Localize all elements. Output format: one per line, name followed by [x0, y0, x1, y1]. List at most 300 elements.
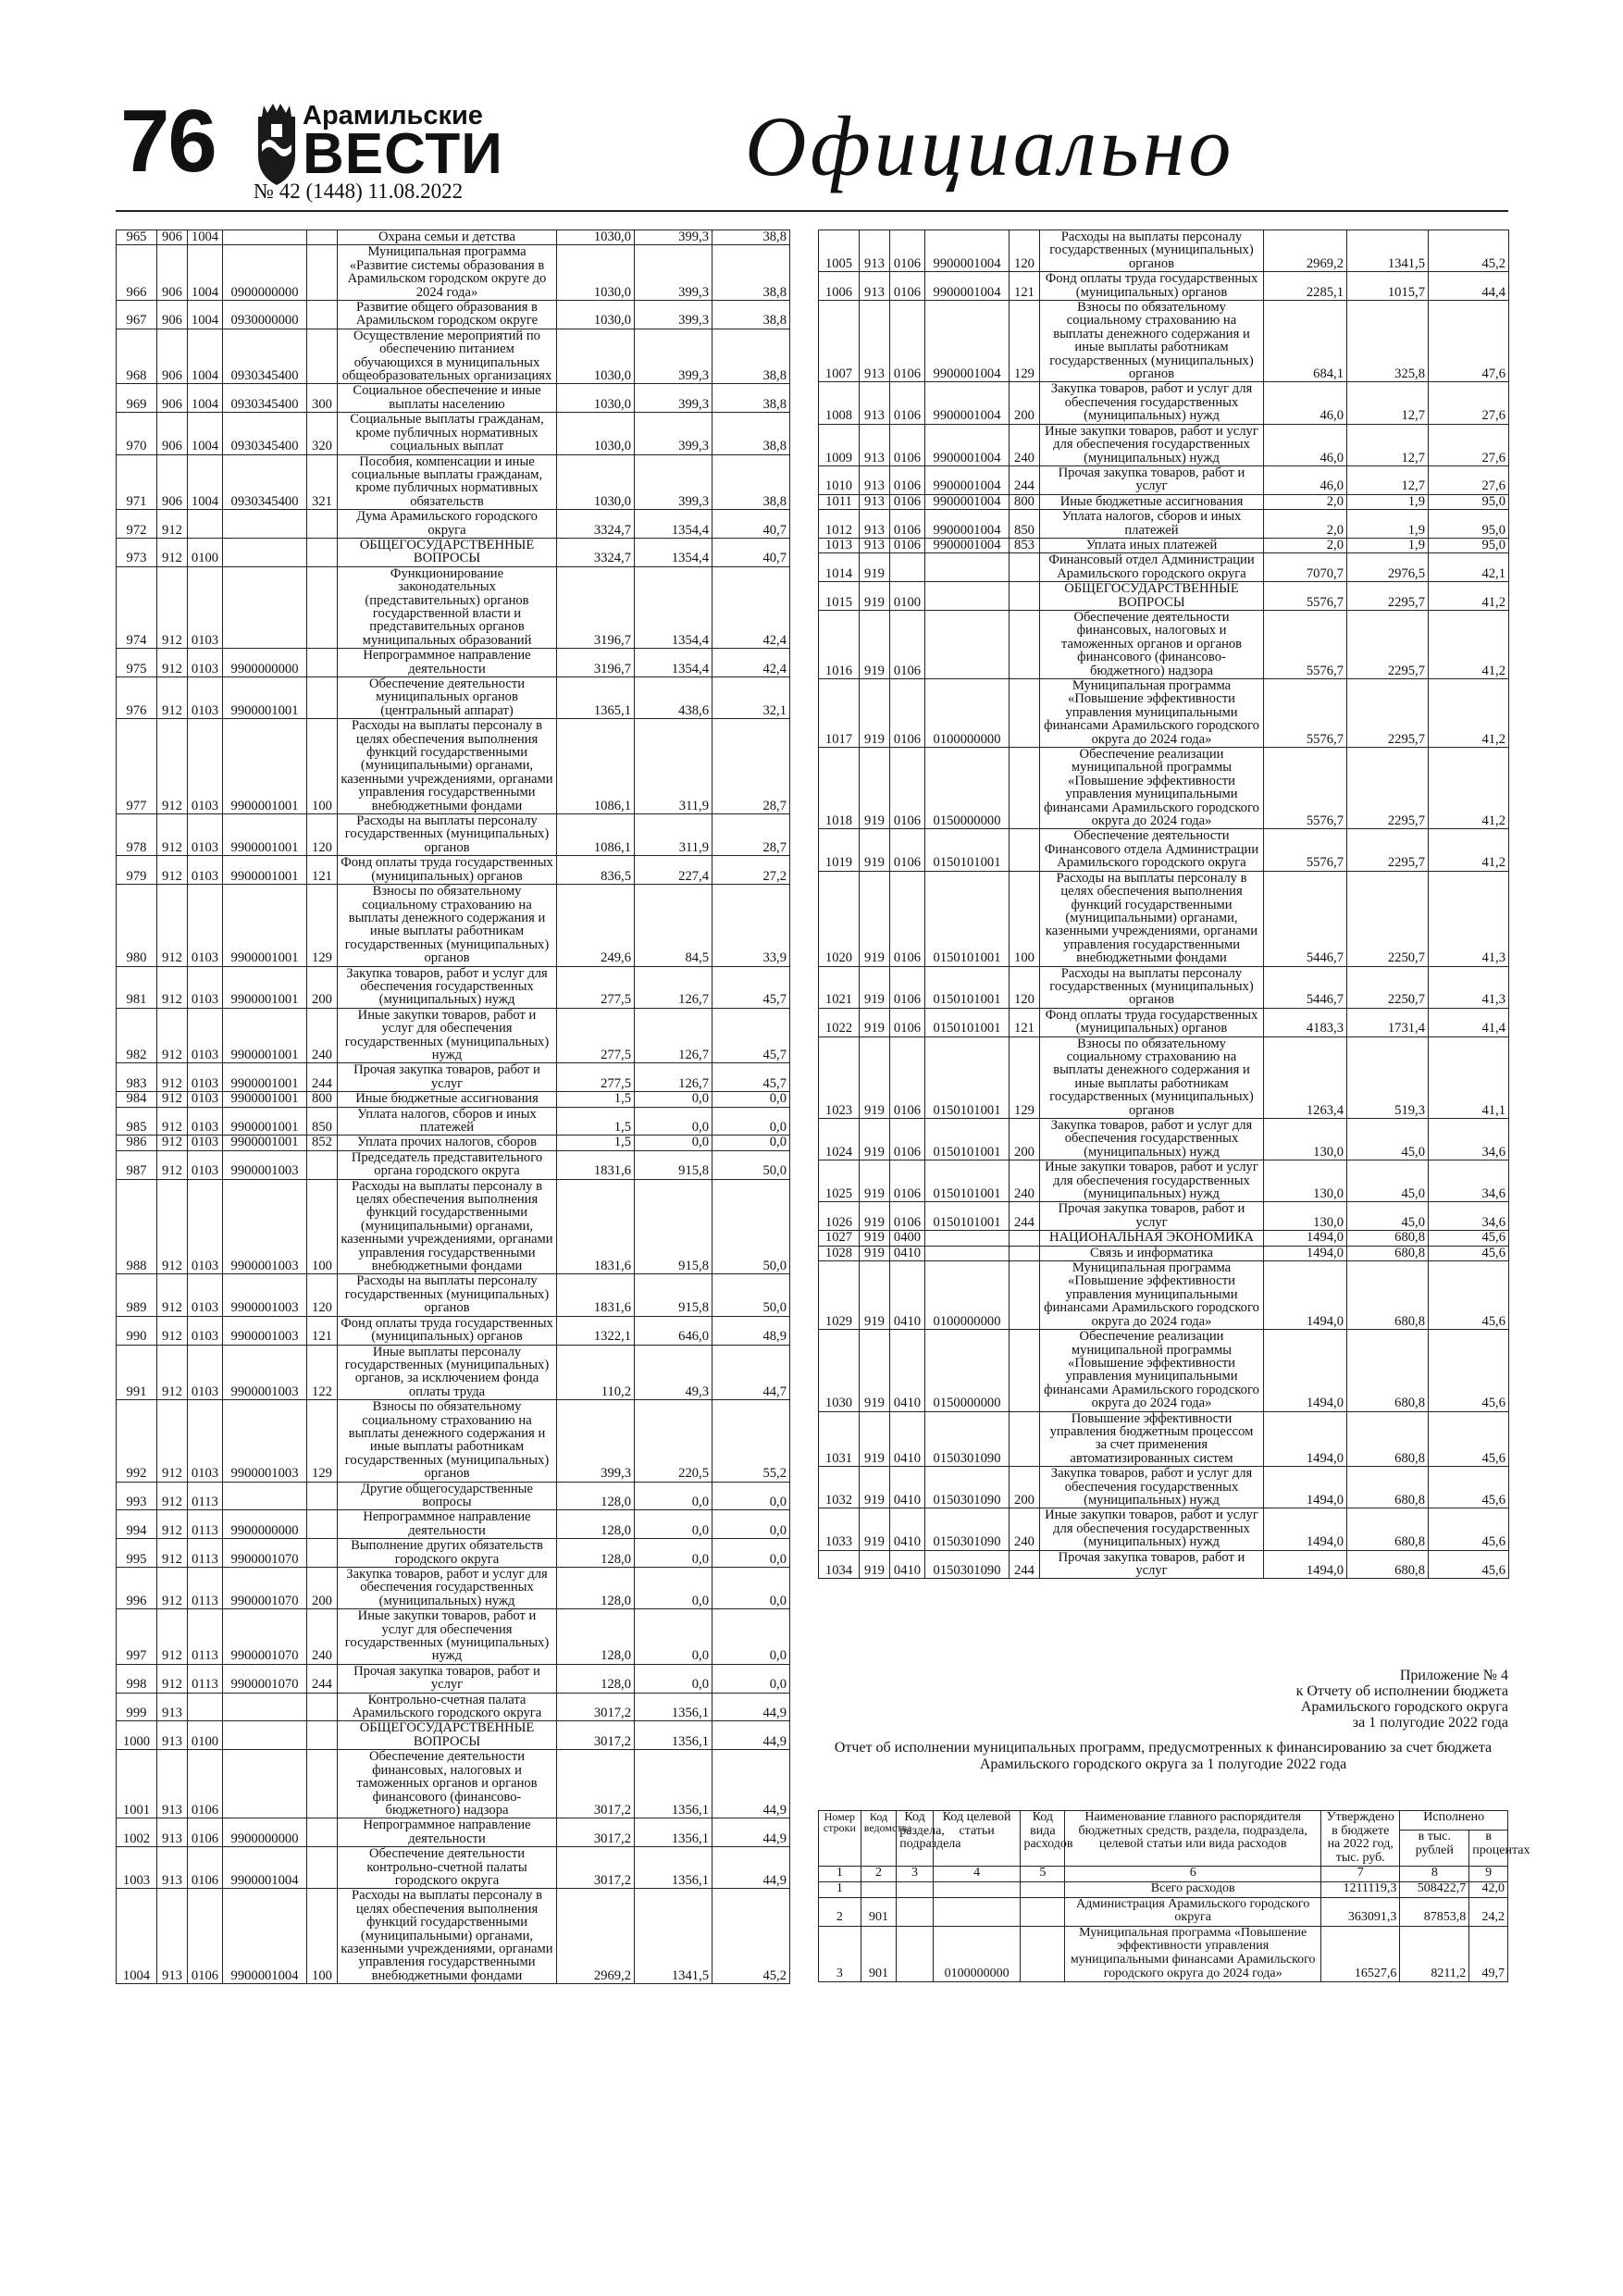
code-section: 1004 — [188, 454, 223, 510]
row-number: 991 — [117, 1345, 157, 1400]
code-target: 9900001001 — [223, 677, 307, 719]
percent: 45,2 — [1429, 230, 1509, 272]
code-section: 0410 — [890, 1330, 925, 1411]
header-executed-sum: в тыс. рублей — [1400, 1830, 1469, 1866]
row-name: Развитие общего образования в Арамильском городском округе — [338, 301, 557, 329]
row-number: 977 — [117, 719, 157, 814]
approved: 2,0 — [1264, 538, 1347, 552]
code-target: 9900001070 — [223, 1609, 307, 1665]
approved: 1494,0 — [1264, 1508, 1347, 1550]
percent: 0,0 — [712, 1664, 790, 1693]
code-section: 0106 — [188, 1750, 223, 1818]
code-section: 0410 — [890, 1550, 925, 1579]
column-number: 5 — [1021, 1867, 1065, 1882]
percent: 41,2 — [1429, 829, 1509, 871]
executed: 646,0 — [635, 1316, 712, 1345]
row-number: 1034 — [819, 1550, 860, 1579]
percent: 27,6 — [1429, 424, 1509, 465]
approved: 2,0 — [1264, 510, 1347, 539]
approved: 128,0 — [557, 1568, 635, 1609]
executed: 680,8 — [1347, 1467, 1429, 1508]
row-number: 984 — [117, 1092, 157, 1107]
row-name: Другие общегосударственные вопросы — [338, 1482, 557, 1510]
code-admin: 919 — [860, 1246, 890, 1260]
executed: 399,3 — [635, 454, 712, 510]
executed: 438,6 — [635, 677, 712, 719]
code-admin: 913 — [860, 538, 890, 552]
code-target: 9900001001 — [223, 856, 307, 885]
approved: 1263,4 — [1264, 1036, 1347, 1118]
code-admin: 913 — [860, 424, 890, 465]
table-row — [819, 829, 1509, 871]
table-row — [117, 538, 790, 566]
executed: 1015,7 — [1347, 272, 1429, 301]
code-target — [223, 1482, 307, 1510]
code-section: 0106 — [890, 510, 925, 539]
code-target: 0150101001 — [925, 829, 1010, 871]
row-name: Всего расходов — [1065, 1881, 1321, 1897]
approved: 3017,2 — [557, 1721, 635, 1750]
row-number: 973 — [117, 538, 157, 566]
row-number: 988 — [117, 1179, 157, 1274]
table-row — [819, 1926, 1508, 1981]
approved: 7070,7 — [1264, 553, 1347, 582]
row-name: Уплата иных платежей — [1040, 538, 1264, 552]
code-admin: 919 — [860, 1411, 890, 1467]
executed: 126,7 — [635, 1008, 712, 1063]
code-target — [925, 1246, 1010, 1260]
row-name: Администрация Арамильского городского округа — [1065, 1897, 1321, 1926]
code-section: 0103 — [188, 1107, 223, 1136]
row-name: Иные закупки товаров, работ и услуг для обеспечения государственных (муниципальных) нужд — [1040, 1508, 1264, 1550]
code-target: 0150101001 — [925, 1008, 1010, 1036]
approved: 128,0 — [557, 1539, 635, 1568]
code-kind — [1010, 829, 1040, 871]
code-target: 9900001003 — [223, 1345, 307, 1400]
row-number: 983 — [117, 1063, 157, 1092]
executed: 220,5 — [635, 1400, 712, 1482]
executed: 399,3 — [635, 230, 712, 245]
row-number: 1006 — [819, 272, 860, 301]
table-row — [819, 1881, 1508, 1897]
percent: 27,6 — [1429, 382, 1509, 424]
executed: 2295,7 — [1347, 679, 1429, 748]
table-row — [819, 1411, 1509, 1467]
row-number: 1019 — [819, 829, 860, 871]
percent: 42,4 — [712, 566, 790, 648]
executed: 12,7 — [1347, 424, 1429, 465]
cell: 2 — [819, 1897, 861, 1926]
row-name: Муниципальная программа «Повышение эффективности управления муниципальными финансами Арамильского городского округа до 2024 года» — [1040, 1261, 1264, 1330]
approved: 1030,0 — [557, 245, 635, 301]
code-section: 1004 — [188, 384, 223, 413]
code-target: 9900001004 — [925, 510, 1010, 539]
approved: 1086,1 — [557, 814, 635, 856]
code-section: 0106 — [890, 1008, 925, 1036]
executed: 0,0 — [635, 1568, 712, 1609]
table-row — [819, 679, 1509, 748]
code-section: 0106 — [890, 301, 925, 382]
row-name: Повышение эффективности управления бюджетным процессом за счет применения автоматизированных систем — [1040, 1411, 1264, 1467]
approved: 130,0 — [1264, 1160, 1347, 1202]
percent: 45,6 — [1429, 1467, 1509, 1508]
code-section: 1004 — [188, 301, 223, 329]
approved: 1030,0 — [557, 454, 635, 510]
executed: 0,0 — [635, 1510, 712, 1539]
code-admin: 912 — [157, 814, 188, 856]
executed: 12,7 — [1347, 465, 1429, 494]
percent: 40,7 — [712, 538, 790, 566]
code-target: 9900001003 — [223, 1316, 307, 1345]
code-section: 0100 — [188, 538, 223, 566]
code-target — [223, 230, 307, 245]
executed: 2976,5 — [1347, 553, 1429, 582]
code-admin: 912 — [157, 1063, 188, 1092]
approved: 1,5 — [557, 1107, 635, 1136]
row-number: 1031 — [819, 1411, 860, 1467]
budget-table-left — [116, 230, 790, 1984]
table-row — [819, 382, 1509, 424]
code-target: 0150101001 — [925, 966, 1010, 1008]
code-admin: 912 — [157, 885, 188, 966]
row-number: 1026 — [819, 1202, 860, 1231]
code-target: 0150000000 — [925, 1330, 1010, 1411]
row-number: 989 — [117, 1274, 157, 1316]
approved: 3196,7 — [557, 566, 635, 648]
table-row — [117, 1316, 790, 1345]
code-kind — [307, 1510, 338, 1539]
cell: 87853,8 — [1400, 1897, 1469, 1926]
code-target: 0100000000 — [925, 1261, 1010, 1330]
percent: 44,9 — [712, 1750, 790, 1818]
annex-line: Арамильского городского округа — [1300, 1699, 1508, 1715]
executed: 1354,4 — [635, 538, 712, 566]
table-row — [117, 1693, 790, 1721]
approved: 128,0 — [557, 1482, 635, 1510]
percent: 34,6 — [1429, 1160, 1509, 1202]
code-target: 0930345400 — [223, 384, 307, 413]
code-target: 9900001070 — [223, 1664, 307, 1693]
approved: 249,6 — [557, 885, 635, 966]
table-row — [117, 1818, 790, 1847]
executed: 680,8 — [1347, 1508, 1429, 1550]
programs-column-numbers — [819, 1867, 1508, 1882]
executed: 399,3 — [635, 245, 712, 301]
table-row — [117, 245, 790, 301]
percent: 50,0 — [712, 1274, 790, 1316]
code-section — [890, 553, 925, 582]
code-target: 0930345400 — [223, 413, 307, 454]
row-name: Закупка товаров, работ и услуг для обеспечения государственных (муниципальных) нужд — [338, 1568, 557, 1609]
row-number: 1023 — [819, 1036, 860, 1118]
annex-note — [1296, 1668, 1508, 1731]
row-name: Непрограммное направление деятельности — [338, 1818, 557, 1847]
approved: 1030,0 — [557, 384, 635, 413]
table-row — [117, 1847, 790, 1889]
code-target: 0930345400 — [223, 454, 307, 510]
approved: 2,0 — [1264, 494, 1347, 509]
code-target: 9900000000 — [223, 649, 307, 677]
approved: 1,5 — [557, 1092, 635, 1107]
code-kind: 244 — [307, 1063, 338, 1092]
row-number: 1000 — [117, 1721, 157, 1750]
table-row — [819, 465, 1509, 494]
cell: 901 — [861, 1897, 896, 1926]
code-target: 0150301090 — [925, 1467, 1010, 1508]
code-kind: 240 — [1010, 424, 1040, 465]
percent: 41,1 — [1429, 1036, 1509, 1118]
code-section: 1004 — [188, 230, 223, 245]
percent: 27,2 — [712, 856, 790, 885]
table-row — [117, 1136, 790, 1150]
column-number: 6 — [1065, 1867, 1321, 1882]
row-number: 976 — [117, 677, 157, 719]
column-number: 1 — [819, 1867, 861, 1882]
table-row — [819, 1008, 1509, 1036]
table-row — [819, 1330, 1509, 1411]
table-row — [819, 301, 1509, 382]
row-name: Расходы на выплаты персоналу государственных (муниципальных) органов — [338, 814, 557, 856]
percent: 45,6 — [1429, 1261, 1509, 1330]
row-name: Обеспечение деятельности финансовых, налоговых и таможенных органов и органов финансового (финансово-бюджетного) надзора — [1040, 610, 1264, 678]
cell — [897, 1881, 934, 1897]
row-number: 1021 — [819, 966, 860, 1008]
code-section: 0106 — [890, 424, 925, 465]
column-number: 8 — [1400, 1867, 1469, 1882]
executed: 915,8 — [635, 1150, 712, 1179]
percent: 45,6 — [1429, 1550, 1509, 1579]
code-target — [223, 1693, 307, 1721]
code-admin: 919 — [860, 1508, 890, 1550]
code-admin: 912 — [157, 649, 188, 677]
code-target: 9900000000 — [223, 1818, 307, 1847]
cell: 1 — [819, 1881, 861, 1897]
table-row — [117, 510, 790, 539]
executed: 0,0 — [635, 1136, 712, 1150]
code-admin: 919 — [860, 1202, 890, 1231]
row-name: Контрольно-счетная палата Арамильского городского округа — [338, 1693, 557, 1721]
code-target: 0150101001 — [925, 1036, 1010, 1118]
code-section: 0103 — [188, 1136, 223, 1150]
table-row — [819, 510, 1509, 539]
cell: 42,0 — [1469, 1881, 1508, 1897]
code-target: 9900001004 — [925, 382, 1010, 424]
row-name: Обеспечение деятельности финансовых, налоговых и таможенных органов и органов финансового (финансово-бюджетного) надзора — [338, 1750, 557, 1818]
code-kind: 244 — [1010, 465, 1040, 494]
code-section: 0103 — [188, 649, 223, 677]
code-kind — [1010, 1231, 1040, 1246]
code-section: 0103 — [188, 814, 223, 856]
code-kind — [307, 1818, 338, 1847]
row-number: 1009 — [819, 424, 860, 465]
percent: 47,6 — [1429, 301, 1509, 382]
percent: 48,9 — [712, 1316, 790, 1345]
row-name: Расходы на выплаты персоналу в целях обеспечения выполнения функций государственными (муниципальными) органами, казенными учреждениями, органами управления государственными внебюджетными фондами — [338, 1179, 557, 1274]
code-admin: 913 — [157, 1721, 188, 1750]
code-kind: 100 — [307, 719, 338, 814]
code-section: 0106 — [890, 272, 925, 301]
table-row — [117, 1274, 790, 1316]
table-row — [819, 1160, 1509, 1202]
executed: 227,4 — [635, 856, 712, 885]
code-target — [925, 553, 1010, 582]
code-admin: 919 — [860, 1008, 890, 1036]
approved: 1494,0 — [1264, 1261, 1347, 1330]
approved: 1086,1 — [557, 719, 635, 814]
cell — [933, 1897, 1021, 1926]
executed: 399,3 — [635, 413, 712, 454]
executed: 1356,1 — [635, 1693, 712, 1721]
row-name: Непрограммное направление деятельности — [338, 1510, 557, 1539]
code-section: 0103 — [188, 1274, 223, 1316]
cell: 0100000000 — [933, 1926, 1021, 1981]
code-target: 0100000000 — [925, 679, 1010, 748]
executed: 0,0 — [635, 1609, 712, 1665]
code-admin: 912 — [157, 1510, 188, 1539]
code-target: 0930345400 — [223, 329, 307, 384]
executed: 519,3 — [1347, 1036, 1429, 1118]
row-number: 981 — [117, 966, 157, 1008]
row-name: Закупка товаров, работ и услуг для обеспечения государственных (муниципальных) нужд — [1040, 1119, 1264, 1160]
code-admin: 913 — [860, 494, 890, 509]
code-kind: 853 — [1010, 538, 1040, 552]
code-kind: 321 — [307, 454, 338, 510]
code-kind: 121 — [307, 1316, 338, 1345]
row-number: 986 — [117, 1136, 157, 1150]
row-number: 1014 — [819, 553, 860, 582]
table-row — [117, 1008, 790, 1063]
percent: 41,2 — [1429, 748, 1509, 829]
code-target: 9900001001 — [223, 885, 307, 966]
code-section: 0106 — [890, 538, 925, 552]
row-name: Выполнение других обязательств городского округа — [338, 1539, 557, 1568]
row-name: Функционирование законодательных (представительных) органов государственной власти и представительных органов муниципальных образований — [338, 566, 557, 648]
code-admin: 912 — [157, 1008, 188, 1063]
header-code-kind: Код вида расходов — [1021, 1811, 1065, 1867]
row-name: Прочая закупка товаров, работ и услуг — [1040, 1202, 1264, 1231]
percent: 34,6 — [1429, 1202, 1509, 1231]
cell — [861, 1881, 896, 1897]
executed: 45,0 — [1347, 1202, 1429, 1231]
code-section: 0103 — [188, 1092, 223, 1107]
cell: 16527,6 — [1321, 1926, 1400, 1981]
approved: 277,5 — [557, 1063, 635, 1092]
percent: 44,9 — [712, 1721, 790, 1750]
row-name: Осуществление мероприятий по обеспечению питанием обучающихся в муниципальных общеобразовательных организациях — [338, 329, 557, 384]
code-kind: 800 — [307, 1092, 338, 1107]
code-kind: 120 — [307, 1274, 338, 1316]
code-section: 0103 — [188, 719, 223, 814]
table-row — [117, 329, 790, 384]
approved: 110,2 — [557, 1345, 635, 1400]
column-number: 7 — [1321, 1867, 1400, 1882]
code-admin: 906 — [157, 301, 188, 329]
code-target: 9900001004 — [925, 424, 1010, 465]
row-name: Уплата налогов, сборов и иных платежей — [338, 1107, 557, 1136]
executed: 126,7 — [635, 1063, 712, 1092]
executed: 1731,4 — [1347, 1008, 1429, 1036]
percent: 45,7 — [712, 966, 790, 1008]
code-admin: 919 — [860, 748, 890, 829]
row-number: 997 — [117, 1609, 157, 1665]
table-row — [819, 1231, 1509, 1246]
header-code-section: Код раздела, подраздела — [897, 1811, 934, 1867]
code-section: 0106 — [890, 1160, 925, 1202]
executed: 680,8 — [1347, 1550, 1429, 1579]
code-kind: 121 — [307, 856, 338, 885]
table-row — [117, 1345, 790, 1400]
percent: 45,6 — [1429, 1508, 1509, 1550]
cell: 1211119,3 — [1321, 1881, 1400, 1897]
code-kind: 850 — [307, 1107, 338, 1136]
code-target: 0930000000 — [223, 301, 307, 329]
code-kind: 240 — [1010, 1160, 1040, 1202]
table-row — [819, 1467, 1509, 1508]
code-section: 0106 — [890, 382, 925, 424]
code-kind — [1010, 748, 1040, 829]
code-section: 0100 — [890, 582, 925, 611]
percent: 41,2 — [1429, 582, 1509, 611]
percent: 38,8 — [712, 245, 790, 301]
row-number: 1013 — [819, 538, 860, 552]
code-kind: 200 — [1010, 1467, 1040, 1508]
code-target: 9900001001 — [223, 814, 307, 856]
code-section: 0106 — [890, 1202, 925, 1231]
code-kind — [1010, 1246, 1040, 1260]
table-row — [117, 966, 790, 1008]
table-row — [117, 814, 790, 856]
table-row — [117, 301, 790, 329]
approved: 684,1 — [1264, 301, 1347, 382]
code-target: 9900001001 — [223, 1063, 307, 1092]
approved: 1494,0 — [1264, 1411, 1347, 1467]
code-section: 0113 — [188, 1568, 223, 1609]
row-name: Муниципальная программа «Повышение эффективности управления муниципальными финансами Арамильского городского округа до 2024 года» — [1040, 679, 1264, 748]
code-target: 0150301090 — [925, 1508, 1010, 1550]
code-admin: 913 — [157, 1847, 188, 1889]
code-admin: 913 — [157, 1818, 188, 1847]
code-target: 9900001004 — [925, 538, 1010, 552]
table-row — [819, 871, 1509, 966]
code-section: 0100 — [188, 1721, 223, 1750]
row-name: НАЦИОНАЛЬНАЯ ЭКОНОМИКА — [1040, 1231, 1264, 1246]
row-name: Взносы по обязательному социальному страхованию на выплаты денежного содержания и иные выплаты работникам государственных (муниципальных) органов — [338, 885, 557, 966]
table-row — [819, 582, 1509, 611]
code-admin: 919 — [860, 1231, 890, 1246]
table-row — [117, 1063, 790, 1092]
code-section: 1004 — [188, 329, 223, 384]
executed: 1354,4 — [635, 510, 712, 539]
row-number: 979 — [117, 856, 157, 885]
cell: 49,7 — [1469, 1926, 1508, 1981]
percent: 45,6 — [1429, 1330, 1509, 1411]
percent: 95,0 — [1429, 510, 1509, 539]
code-kind: 120 — [307, 814, 338, 856]
brand-title: ВЕСТИ — [303, 122, 503, 186]
code-kind — [307, 329, 338, 384]
page-header — [0, 0, 1623, 227]
table-row — [117, 454, 790, 510]
code-target: 0150101001 — [925, 1202, 1010, 1231]
code-admin: 913 — [157, 1693, 188, 1721]
row-number: 1028 — [819, 1246, 860, 1260]
executed: 0,0 — [635, 1092, 712, 1107]
row-number: 987 — [117, 1150, 157, 1179]
code-target: 9900001001 — [223, 1136, 307, 1150]
row-name: Закупка товаров, работ и услуг для обеспечения государственных (муниципальных) нужд — [1040, 382, 1264, 424]
table-row — [819, 553, 1509, 582]
row-number: 996 — [117, 1568, 157, 1609]
